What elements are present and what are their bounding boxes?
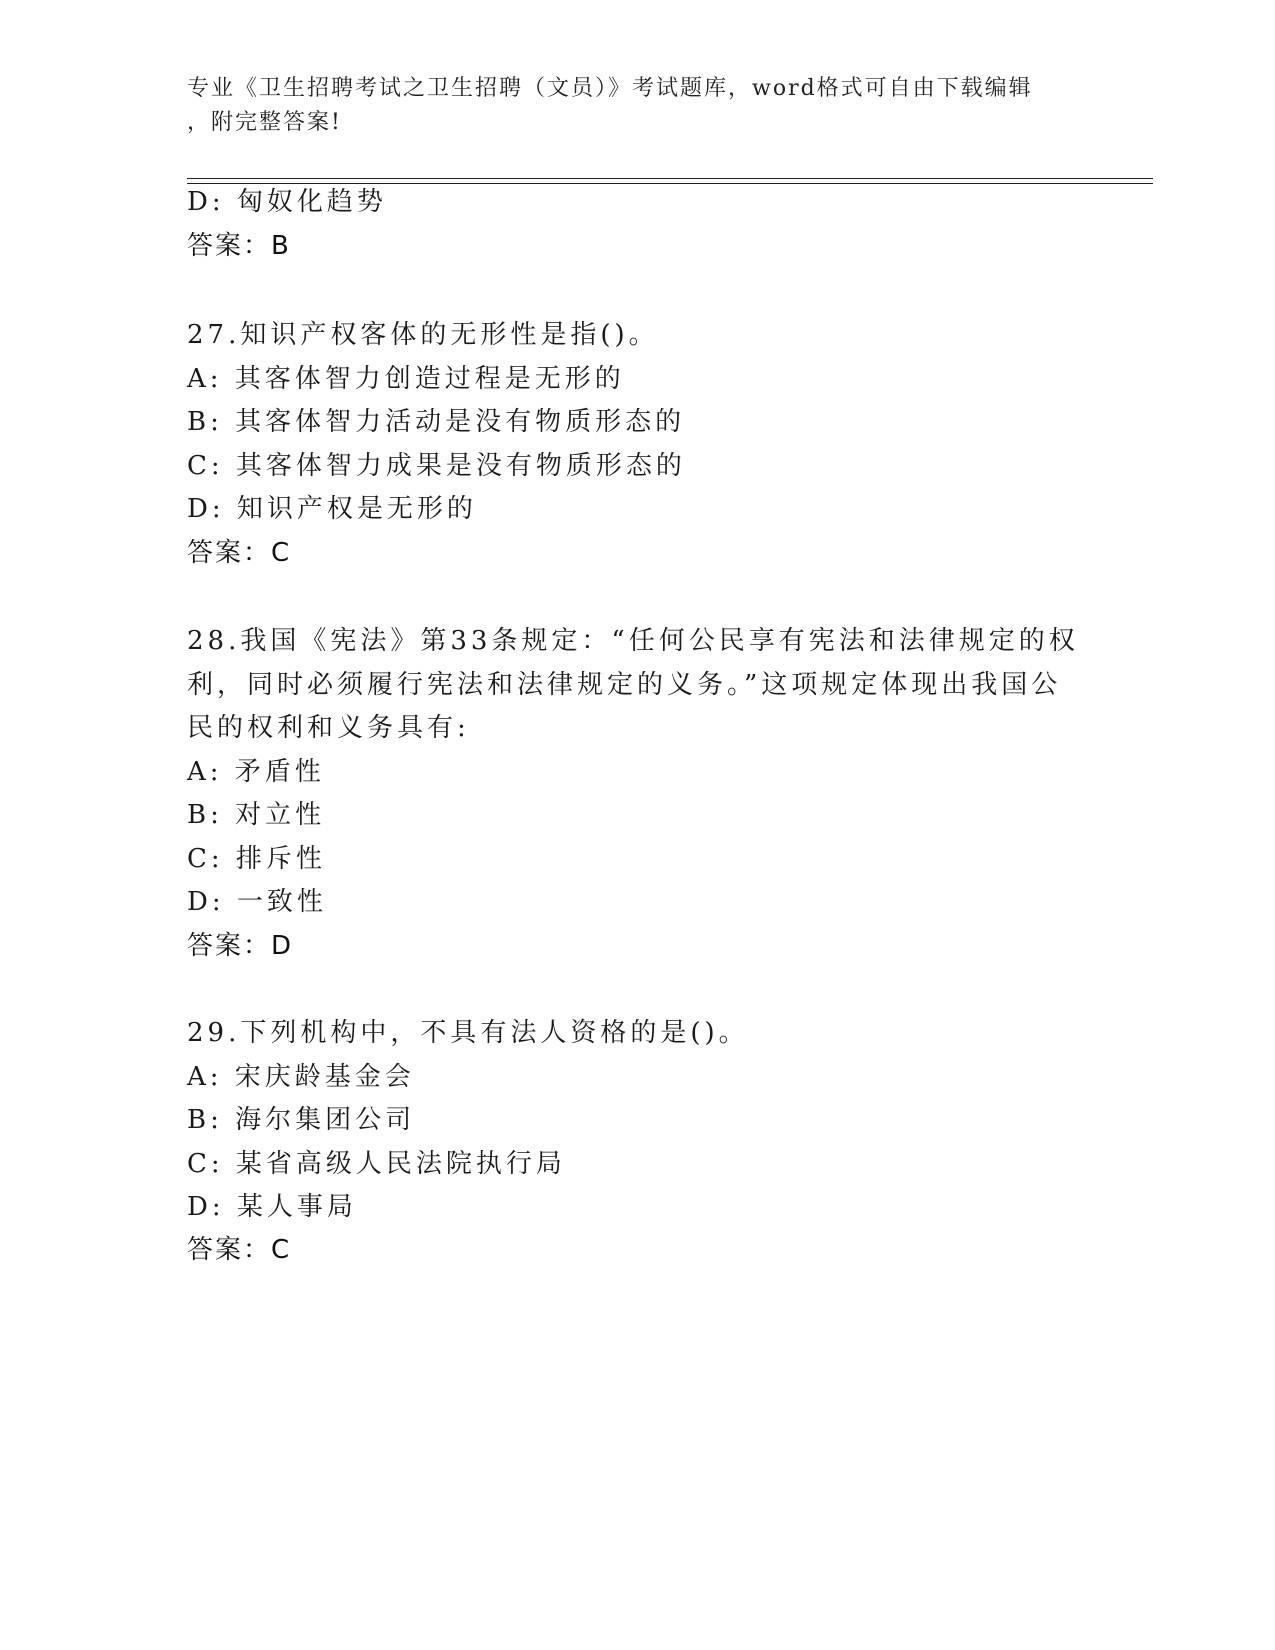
q28-option-a: A: 矛盾性 bbox=[187, 757, 325, 787]
q29-option-b: B: 海尔集团公司 bbox=[187, 1105, 416, 1135]
q27-option-b: B: 其客体智力活动是没有物质形态的 bbox=[187, 407, 686, 437]
header-note bbox=[187, 72, 1067, 140]
q27-option-d: D: 知识产权是无形的 bbox=[187, 494, 477, 524]
q28-option-b: B: 对立性 bbox=[187, 800, 326, 830]
prev-answer: 答案：B bbox=[187, 231, 291, 261]
q29-option-c: C: 某省高级人民法院执行局 bbox=[187, 1149, 566, 1179]
q28-stem-line2: 利，同时必须履行宪法和法律规定的义务。”这项规定体现出我国公 bbox=[187, 670, 1062, 700]
q29-option-d: D: 某人事局 bbox=[187, 1192, 357, 1222]
q27-option-c: C: 其客体智力成果是没有物质形态的 bbox=[187, 451, 686, 481]
q28-stem-line3: 民的权利和义务具有: bbox=[187, 713, 470, 743]
header-rule-bottom bbox=[187, 183, 1153, 184]
q28-stem-line1: 28.我国《宪法》第33条规定：“任何公民享有宪法和法律规定的权 bbox=[187, 626, 1079, 656]
q28-option-c: C: 排斥性 bbox=[187, 844, 326, 874]
header-note-line2: ，附完整答案! bbox=[187, 110, 342, 135]
q29-answer: 答案：C bbox=[187, 1235, 292, 1265]
q28-answer: 答案：D bbox=[187, 931, 294, 961]
q29-stem: 29.下列机构中，不具有法人资格的是()。 bbox=[187, 1018, 749, 1048]
q28-option-d: D: 一致性 bbox=[187, 887, 327, 917]
header-note-line1: 专业《卫生招聘考试之卫生招聘（文员）》考试题库，word格式可自由下载编辑 bbox=[187, 76, 1033, 101]
q27-option-a: A: 其客体智力创造过程是无形的 bbox=[187, 364, 625, 394]
q29-option-a: A: 宋庆龄基金会 bbox=[187, 1062, 415, 1092]
q27-answer: 答案：C bbox=[187, 538, 292, 568]
header-rule-top bbox=[187, 178, 1153, 179]
q27-stem: 27.知识产权客体的无形性是指()。 bbox=[187, 320, 659, 350]
prev-option-d: D: 匈奴化趋势 bbox=[187, 187, 387, 217]
